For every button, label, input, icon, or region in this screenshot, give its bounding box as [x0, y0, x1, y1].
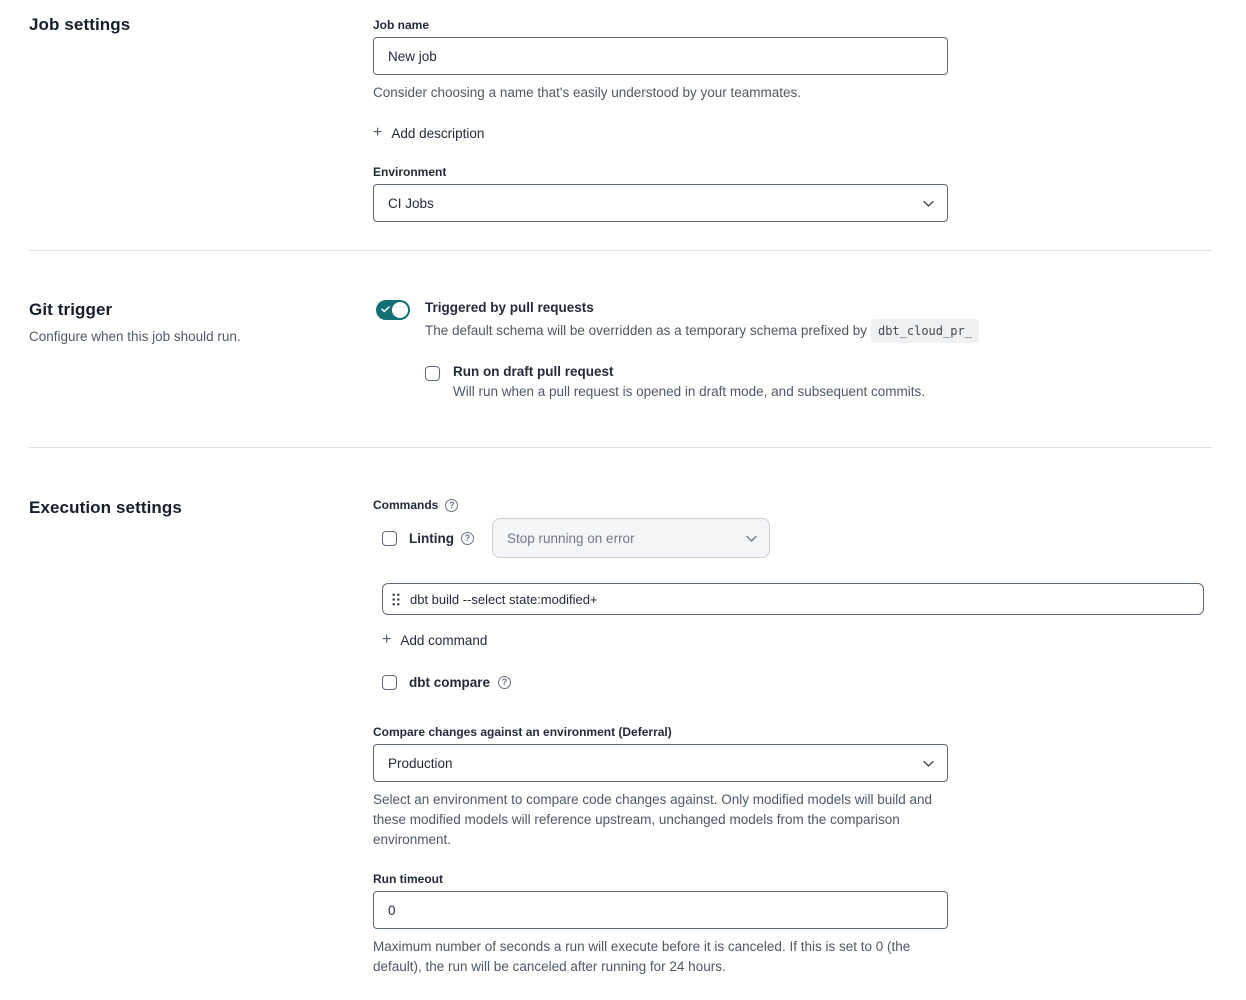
dbt-compare-checkbox[interactable]: [382, 675, 397, 690]
draft-pull-request-description: Will run when a pull request is opened in draft mode, and subsequent commits.: [453, 384, 926, 399]
git-trigger-title: Git trigger: [29, 300, 113, 319]
chevron-down-icon: [746, 531, 757, 546]
add-description-button[interactable]: [373, 125, 484, 141]
chevron-down-icon: [923, 196, 934, 211]
deferral-label: Compare changes against an environment (Deferral): [373, 725, 672, 739]
linting-label: Linting: [409, 530, 454, 546]
execution-settings-title: Execution settings: [29, 498, 182, 517]
job-settings-title: Job settings: [29, 15, 131, 34]
linting-checkbox[interactable]: [382, 531, 397, 546]
git-trigger-subtitle: Configure when this job should run.: [29, 329, 241, 344]
check-icon: [380, 304, 391, 315]
pull-request-toggle[interactable]: [376, 300, 410, 320]
job-name-label: Job name: [373, 18, 430, 32]
draft-pull-request-label: Run on draft pull request: [453, 364, 614, 379]
deferral-helper: Select an environment to compare code changes against. Only modified models will build and these modified models will reference upstream, unchanged models from the comparison environment.: [373, 792, 933, 847]
add-command-label: Add command: [400, 632, 488, 648]
dbt-compare-label: dbt compare: [409, 675, 491, 690]
plus-icon: +: [373, 124, 383, 141]
environment-label: Environment: [373, 165, 447, 179]
section-execution-settings: [0, 448, 1246, 977]
pull-request-toggle-label: Triggered by pull requests: [425, 300, 594, 315]
schema-prefix-chip: dbt_cloud_pr_: [871, 319, 979, 343]
add-description-label: Add description: [391, 125, 485, 141]
run-timeout-label: Run timeout: [373, 872, 443, 886]
drag-handle-icon[interactable]: [392, 593, 400, 606]
command-input[interactable]: [410, 592, 1193, 607]
commands-label: Commands: [373, 498, 439, 512]
environment-select[interactable]: [373, 184, 948, 222]
command-row: [382, 583, 1204, 615]
linting-behavior-value: Stop running on error: [506, 530, 635, 546]
commands-help-icon[interactable]: ?: [445, 499, 458, 512]
deferral-select[interactable]: [373, 744, 948, 782]
plus-icon: +: [382, 631, 392, 648]
add-command-button[interactable]: [382, 632, 487, 648]
pull-request-toggle-description: [425, 319, 979, 343]
section-git-trigger: [0, 251, 1246, 402]
run-timeout-helper: Maximum number of seconds a run will execute before it is canceled. If this is set to 0 (the default), the run will be canceled after running for 24 hours.: [373, 939, 911, 974]
chevron-down-icon: [923, 756, 934, 771]
draft-pull-request-checkbox[interactable]: [425, 366, 440, 381]
job-name-helper: Consider choosing a name that's easily understood by your teammates.: [373, 85, 802, 100]
section-job-settings: [0, 0, 1246, 222]
linting-help-icon[interactable]: ?: [461, 532, 474, 545]
toggle-description-text: The default schema will be overridden as a temporary schema prefixed by: [425, 323, 867, 338]
deferral-select-value: Production: [388, 755, 453, 771]
run-timeout-input[interactable]: [373, 891, 948, 929]
environment-select-value: CI Jobs: [388, 195, 434, 211]
toggle-knob: [392, 302, 408, 318]
job-name-input[interactable]: [373, 37, 948, 75]
dbt-compare-help-icon[interactable]: ?: [498, 676, 511, 689]
linting-behavior-select: [492, 518, 770, 558]
